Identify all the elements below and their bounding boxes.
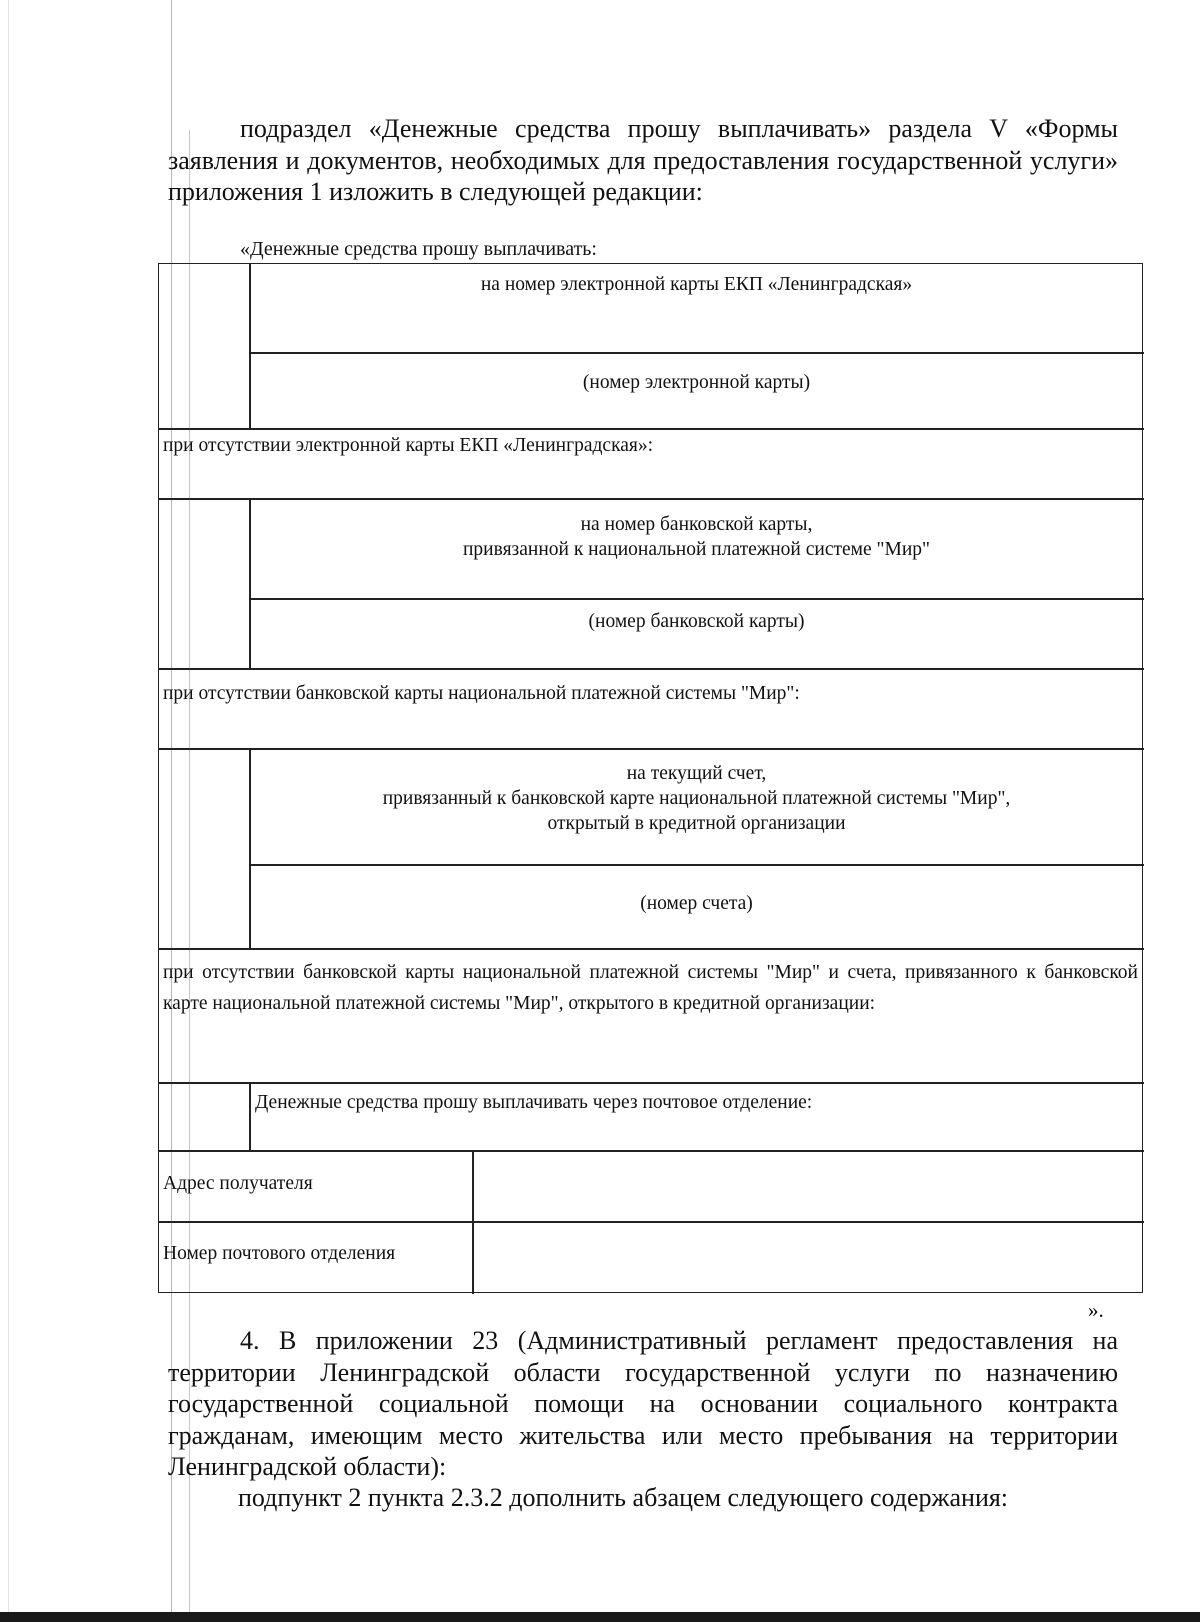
row-divider: [159, 748, 1144, 750]
bank-card-checkbox[interactable]: [159, 498, 249, 668]
no-ekp-card-text: при отсутствии электронной карты ЕКП «Ленинградская»:: [163, 435, 654, 456]
recipient-address-label: Адрес получателя: [163, 1173, 313, 1194]
ekp-card-hint: (номер электронной карты): [582, 372, 811, 393]
scan-artifact-line: [8, 0, 9, 1622]
point-4-paragraph: 4. В приложении 23 (Административный регламент предоставления на территории Ленинградской области государственной услуги по назначению государственной социальной помощи на основании социального контракта гражданам, имеющим место жительства или место пребывания на территории Ленинградской области):: [168, 1326, 1118, 1481]
no-card-no-account-text: при отсутствии банковской карты национальной платежной системы "Мир" и счета, привязанного к банковской карте национальной платежной системы "Мир", открытого в кредитной организации:: [163, 962, 1138, 1014]
post-office-number-label: Номер почтового отделения: [163, 1243, 396, 1264]
post-office-checkbox[interactable]: [159, 1082, 249, 1150]
post-office-text: Денежные средства прошу выплачивать через почтовое отделение:: [255, 1092, 813, 1113]
account-hint: (номер счета): [640, 893, 753, 914]
subpoint-paragraph: подпункт 2 пункта 2.3.2 дополнить абзацем следующего содержания:: [238, 1483, 1009, 1512]
closing-quote: ».: [1088, 1298, 1104, 1322]
account-label-line2: привязанный к банковской карте национальной платежной системы "Мир",: [382, 788, 1011, 809]
bank-card-label-line1: на номер банковской карты,: [580, 514, 813, 535]
bank-card-label-line2: привязанной к национальной платежной системе "Мир": [463, 539, 930, 560]
checkbox-column-border: [249, 1082, 251, 1150]
recipient-address-field[interactable]: [474, 1152, 1142, 1221]
ekp-card-label: на номер электронной карты ЕКП «Ленинградская»: [480, 274, 913, 295]
form-caption: «Денежные средства прошу выплачивать:: [240, 238, 597, 260]
bank-card-hint: (номер банковской карты): [588, 611, 805, 632]
account-label-line3: открытый в кредитной организации: [547, 813, 846, 834]
intro-paragraph: подраздел «Денежные средства прошу выплачивать» раздела V «Формы заявления и документов, необходимых для предоставления государственной услуги» приложения 1 изложить в следующей редакции:: [168, 114, 1118, 206]
row-divider: [159, 498, 1144, 500]
row-divider: [159, 948, 1144, 950]
payment-form-table: [158, 263, 1143, 1293]
account-label-line1: на текущий счет,: [626, 763, 767, 784]
scan-bottom-edge: [0, 1612, 1200, 1622]
row-divider: [159, 668, 1144, 670]
post-office-number-field[interactable]: [474, 1223, 1142, 1292]
ekp-card-number-field[interactable]: [251, 296, 1144, 352]
row-divider: [159, 1082, 1144, 1084]
no-bank-card-text: при отсутствии банковской карты национальной платежной системы "Мир":: [163, 683, 800, 704]
bank-card-entry-line: [249, 598, 1144, 600]
ekp-entry-line: [249, 352, 1144, 354]
account-entry-line: [249, 864, 1144, 866]
account-checkbox[interactable]: [159, 748, 249, 948]
ekp-card-checkbox[interactable]: [159, 264, 249, 428]
